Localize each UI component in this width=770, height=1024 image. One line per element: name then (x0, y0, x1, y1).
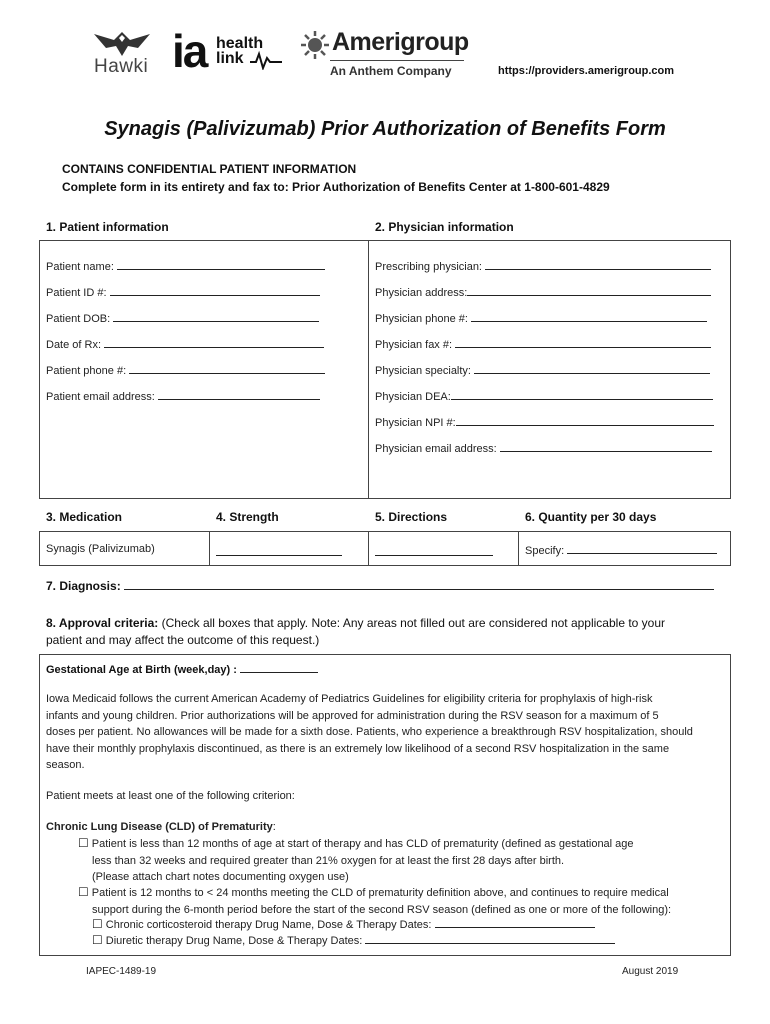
cld-heading-text: Chronic Lung Disease (CLD) of Prematurity (46, 821, 273, 833)
ia-label: ia (172, 25, 207, 77)
specify-label: Specify: (525, 545, 565, 557)
medication-heading: 3. Medication (46, 510, 123, 524)
patient-phone-input[interactable] (129, 363, 325, 374)
quantity-heading: 6. Quantity per 30 days (525, 510, 657, 524)
option-text: Patient is 12 months to < 24 months meeting the CLD of prematurity definition above, and continues to require medical (91, 887, 669, 899)
directions-heading: 5. Directions (375, 510, 448, 524)
date-of-rx-input[interactable] (104, 337, 324, 348)
form-id: IAPEC-1489-19 (86, 966, 157, 977)
physician-npi-input[interactable] (456, 415, 714, 426)
amerigroup-logo (300, 28, 480, 80)
directions-field[interactable] (375, 543, 493, 561)
patient-id-input[interactable] (110, 285, 320, 296)
quantity-input[interactable] (567, 543, 717, 554)
patient-email-field[interactable] (46, 389, 320, 403)
physician-dea-field[interactable] (375, 389, 713, 403)
checkbox-cld-option-1[interactable]: ☐ (78, 836, 89, 850)
field-label: Physician address: (375, 287, 468, 299)
strength-field[interactable] (216, 543, 342, 561)
field-label: Prescribing physician: (375, 261, 482, 273)
physician-info-heading: 2. Physician information (375, 220, 514, 234)
approval-note: (Check all boxes that apply. Note: Any areas not filled out are considered not applicable to your (161, 616, 666, 630)
hawki-label: Hawki (94, 56, 149, 77)
corticosteroid-input[interactable] (435, 917, 595, 928)
med-divider (209, 531, 210, 566)
patient-email-input[interactable] (158, 389, 320, 400)
checkbox-diuretic[interactable]: ☐ (92, 933, 103, 947)
paragraph-line: season. (46, 759, 85, 771)
field-label: Physician phone #: (375, 313, 468, 325)
criterion-intro: Patient meets at least one of the following criterion: (46, 790, 295, 802)
strength-heading: 4. Strength (216, 510, 279, 524)
field-label: Patient DOB: (46, 313, 111, 325)
paragraph-line: doses per patient. No allowances will be made for a sixth dose. Patients, who experience a breakthrough RSV hospitalization, should (46, 726, 693, 738)
option-text: less than 32 weeks and required greater than 21% oxygen for at least the first 28 days after birth. (92, 854, 565, 867)
cld-option-1 (78, 835, 634, 886)
physician-email-field[interactable] (375, 441, 712, 455)
field-label: Physician specialty: (375, 365, 471, 377)
cld-colon: : (272, 821, 276, 833)
paragraph-line: have their monthly prophylaxis discontinued, as there is an extremely low likelihood of a second RSV hospitalization in the same (46, 742, 670, 755)
heartbeat-icon (250, 50, 282, 70)
directions-input[interactable] (375, 545, 493, 556)
field-label: Physician email address: (375, 443, 497, 455)
approval-note-cont: patient and may affect the outcome of this request.) (46, 633, 320, 647)
patient-id-field[interactable] (46, 285, 320, 299)
paragraph-line: Iowa Medicaid follows the current American Academy of Pediatrics Guidelines for eligibility criteria for prophylaxis of high-risk (46, 693, 653, 705)
physician-npi-field[interactable] (375, 415, 714, 429)
approval-criteria-text (46, 615, 726, 649)
checkbox-cld-option-2[interactable]: ☐ (78, 885, 89, 899)
physician-email-input[interactable] (500, 441, 712, 452)
patient-dob-input[interactable] (113, 311, 319, 322)
corticosteroid-field (92, 916, 595, 934)
option-text: Chronic corticosteroid therapy Drug Name, Dose & Therapy Dates: (105, 919, 432, 931)
physician-specialty-field[interactable] (375, 363, 710, 377)
provider-url[interactable]: https://providers.amerigroup.com (498, 65, 675, 77)
physician-specialty-input[interactable] (474, 363, 710, 374)
patient-dob-field[interactable] (46, 311, 319, 325)
anthem-company-label: An Anthem Company (330, 64, 452, 78)
field-label: Physician NPI #: (375, 417, 456, 429)
patient-name-input[interactable] (117, 259, 325, 270)
field-label: Date of Rx: (46, 339, 102, 351)
field-label: Patient phone #: (46, 365, 127, 377)
field-label: Patient ID #: (46, 287, 107, 299)
ia-link-label: link (216, 50, 244, 67)
physician-fax-field[interactable] (375, 337, 711, 351)
field-label: Physician DEA: (375, 391, 451, 403)
ia-health-link-logo (172, 25, 282, 78)
physician-fax-input[interactable] (455, 337, 711, 348)
field-label: Patient email address: (46, 391, 155, 403)
gestational-age-label: Gestational Age at Birth (week,day) : (46, 664, 237, 676)
logo-divider (330, 60, 464, 61)
diuretic-input[interactable] (365, 933, 615, 944)
prescribing-physician-field[interactable] (375, 259, 711, 273)
diuretic-field (92, 932, 615, 950)
form-date: August 2019 (622, 966, 679, 977)
option-text: Patient is less than 12 months of age at start of therapy and has CLD of prematurity (defined as gestational age (91, 838, 634, 850)
checkbox-corticosteroid[interactable]: ☐ (92, 917, 103, 931)
field-label: Patient name: (46, 261, 114, 273)
medication-value: Synagis (Palivizumab) (46, 543, 155, 555)
physician-phone-field[interactable] (375, 311, 707, 325)
physician-address-field[interactable] (375, 285, 711, 299)
patient-info-heading: 1. Patient information (46, 220, 169, 234)
gestational-age-input[interactable] (240, 662, 318, 673)
criteria-paragraph (46, 691, 693, 774)
cld-option-2 (78, 884, 671, 918)
physician-address-input[interactable] (467, 285, 711, 296)
sunburst-icon (300, 30, 330, 60)
option-text: (Please attach chart notes documenting oxygen use) (92, 871, 349, 883)
form-title: Synagis (Palivizumab) Prior Authorization of Benefits Form (104, 118, 666, 140)
confidential-notice: CONTAINS CONFIDENTIAL PATIENT INFORMATION (62, 162, 357, 176)
fax-instructions: Complete form in its entirety and fax to: Prior Authorization of Benefits Center at 1-800-601-4829 (62, 180, 610, 194)
date-of-rx-field[interactable] (46, 337, 324, 351)
diagnosis-label: 7. Diagnosis: (46, 579, 121, 593)
med-divider (368, 531, 369, 566)
amerigroup-name: Amerigroup (332, 28, 469, 56)
prescribing-physician-input[interactable] (485, 259, 711, 270)
physician-dea-input[interactable] (451, 389, 713, 400)
physician-phone-input[interactable] (471, 311, 707, 322)
strength-input[interactable] (216, 545, 342, 556)
patient-name-field[interactable] (46, 259, 325, 273)
gestational-age-field[interactable] (46, 662, 318, 676)
patient-phone-field[interactable] (46, 363, 325, 377)
cld-heading (46, 819, 276, 836)
ia-health-label: health (216, 35, 264, 52)
diagnosis-input[interactable] (124, 579, 714, 590)
field-label: Physician fax #: (375, 339, 453, 351)
med-divider (518, 531, 519, 566)
option-text: Diuretic therapy Drug Name, Dose & Therapy Dates: (105, 935, 363, 947)
approval-label: 8. Approval criteria: (46, 616, 159, 630)
quantity-field[interactable] (525, 543, 717, 557)
paragraph-line: infants and young children. Prior authorizations will be approved for administration during the RSV season for a maximum of 5 (46, 709, 659, 722)
option-text: support during the 6-month period before the start of the second RSV season (defined as one or more of the following): (92, 903, 672, 916)
info-divider (368, 240, 369, 499)
diagnosis-field[interactable] (46, 579, 714, 593)
hawki-logo (92, 30, 152, 78)
